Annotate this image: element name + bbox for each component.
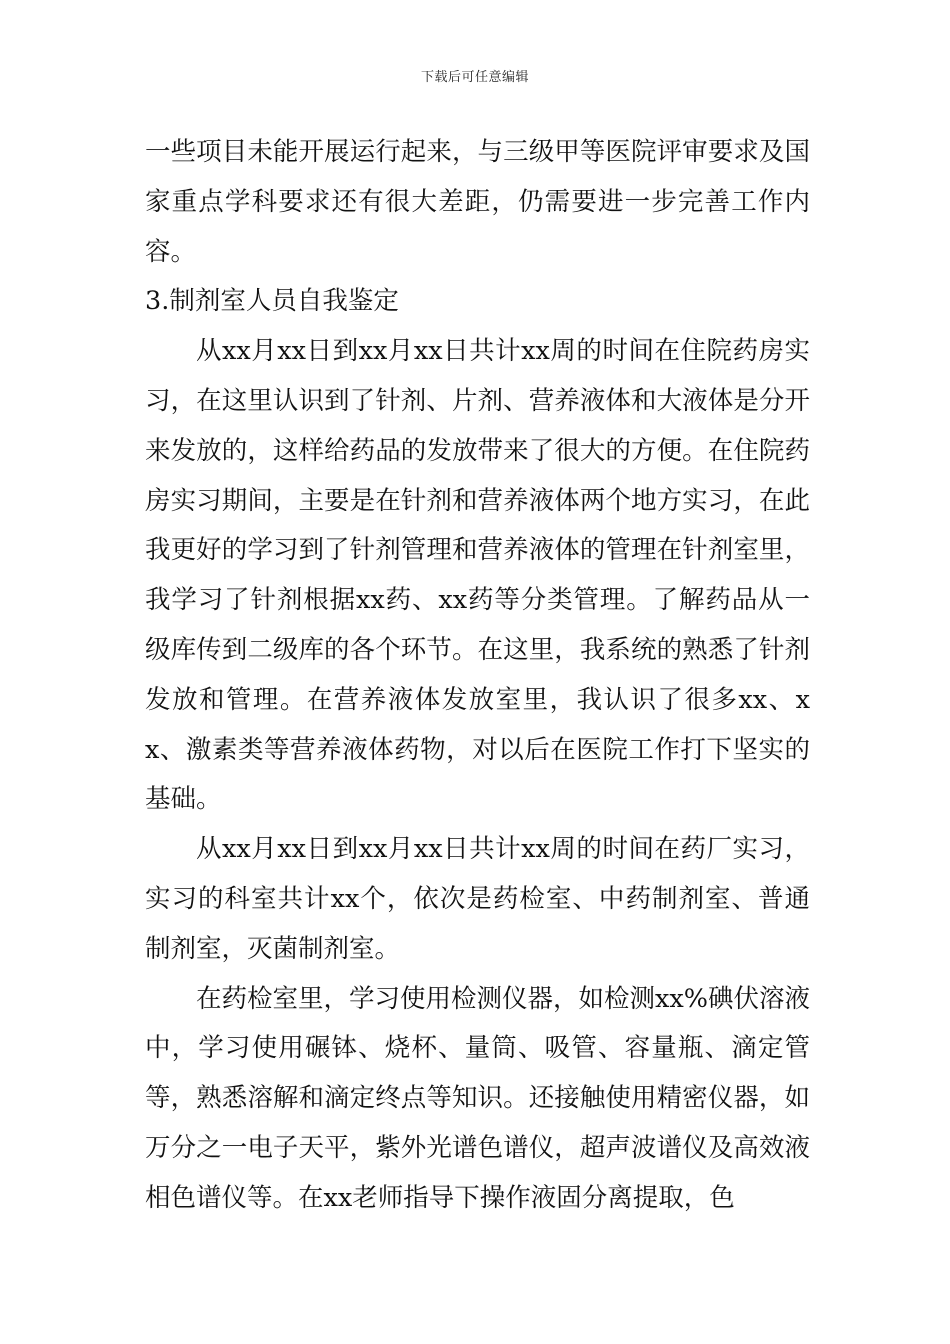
paragraph-pharmacy-internship: 从xx月xx日到xx月xx日共计xx周的时间在住院药房实习，在这里认识到了针剂、片剂、营养液体和大液体是分开来发放的，这样给药品的发放带来了很大的方便。在住院药房实习期间，主要是在针剂和营养液体两个地方实习，在此我更好的学习到了针剂管理和营养液体的管理在针剂室里，我学习了针剂根据xx药、xx药等分类管理。了解药品从一级库传到二级库的各个环节。在这里，我系统的熟悉了针剂发放和管理。在营养液体发放室里，我认识了很多xx、xx、激素类等营养液体药物，对以后在医院工作打下坚实的基础。 <box>145 336 810 815</box>
paragraph-factory-internship: 从xx月xx日到xx月xx日共计xx周的时间在药厂实习，实习的科室共计xx个，依次是药检室、中药制剂室、普通制剂室，灭菌制剂室。 <box>145 834 810 964</box>
header-note: 下载后可任意编辑 <box>420 70 529 85</box>
section-heading: 3.制剂室人员自我鉴定 <box>145 286 399 317</box>
paragraph-continued: 一些项目未能开展运行起来，与三级甲等医院评审要求及国家重点学科要求还有很大差距，仍需要进一步完善工作内容。 <box>145 137 810 267</box>
document-body <box>145 128 810 1224</box>
paragraph-lab-work: 在药检室里，学习使用检测仪器，如检测xx%碘伏溶液中，学习使用碾钵、烧杯、量筒、吸管、容量瓶、滴定管等，熟悉溶解和滴定终点等知识。还接触使用精密仪器，如万分之一电子天平，紫外光谱色谱仪，超声波谱仪及高效液相色谱仪等。在xx老师指导下操作液固分离提取，色 <box>145 983 810 1213</box>
